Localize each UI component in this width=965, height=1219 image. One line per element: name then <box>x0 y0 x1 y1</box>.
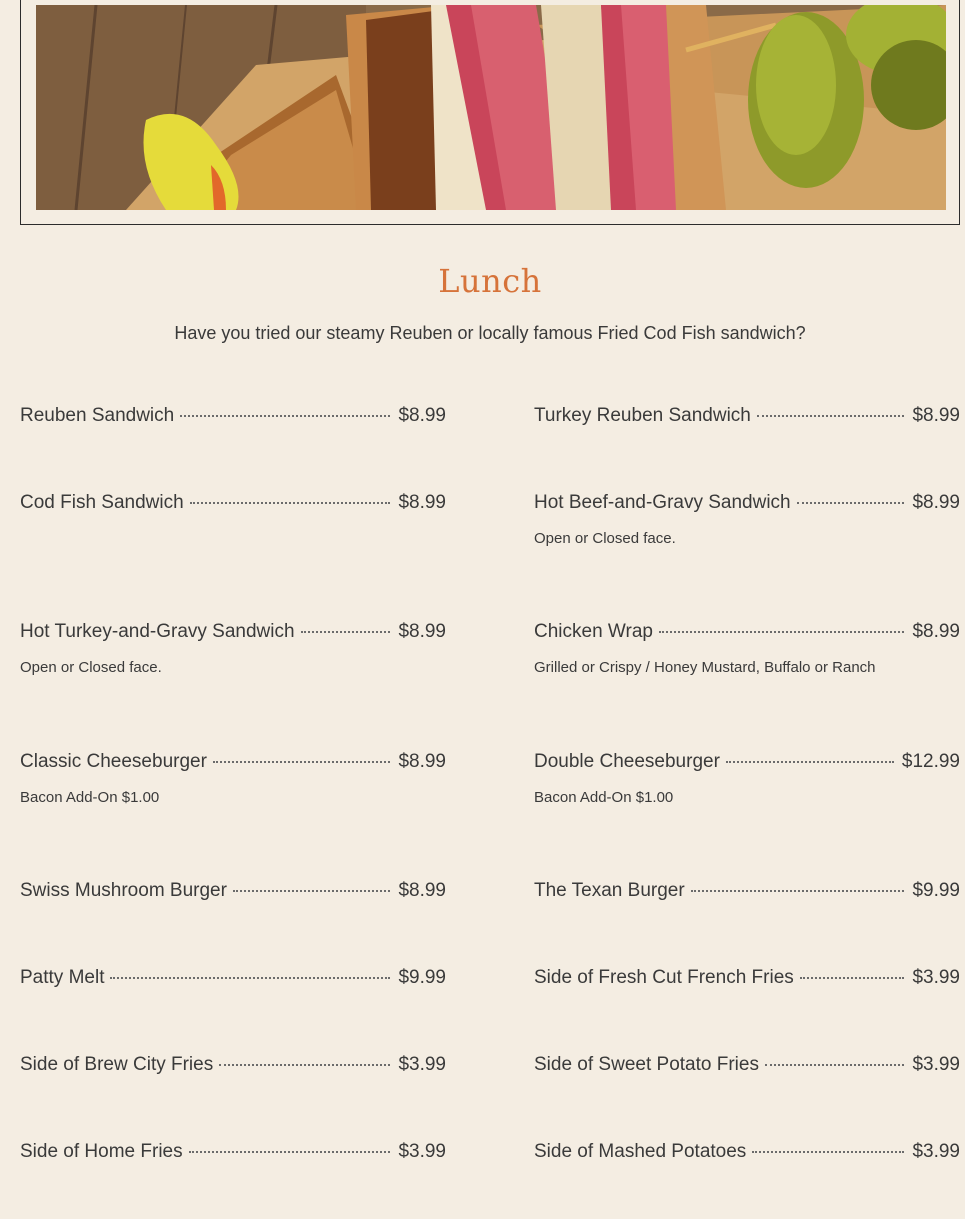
menu-item <box>534 492 960 547</box>
menu-item <box>534 1141 960 1163</box>
item-name: Swiss Mushroom Burger <box>20 880 227 901</box>
leader-dots <box>726 761 894 763</box>
item-name: Side of Home Fries <box>20 1141 183 1162</box>
item-description: Grilled or Crispy / Honey Mustard, Buffalo or Ranch <box>534 659 876 676</box>
item-name: Reuben Sandwich <box>20 405 175 426</box>
hero-image <box>36 5 946 210</box>
leader-dots <box>233 890 391 892</box>
item-name: The Texan Burger <box>534 880 685 901</box>
menu-item <box>534 1054 960 1076</box>
item-description: Open or Closed face. <box>20 659 162 676</box>
item-price: $3.99 <box>398 1141 446 1162</box>
item-name: Patty Melt <box>20 967 105 988</box>
leader-dots <box>190 502 391 504</box>
item-name: Side of Mashed Potatoes <box>534 1141 747 1162</box>
item-price: $3.99 <box>398 1054 446 1075</box>
item-price: $8.99 <box>398 405 446 426</box>
leader-dots <box>800 977 905 979</box>
section-title: Lunch <box>438 262 542 300</box>
menu-item <box>20 621 446 676</box>
menu-item <box>20 751 446 806</box>
item-name: Hot Turkey-and-Gravy Sandwich <box>20 621 295 642</box>
leader-dots <box>219 1064 390 1066</box>
menu-item <box>20 1054 446 1076</box>
item-price: $9.99 <box>912 880 960 901</box>
menu-item <box>534 751 960 806</box>
item-price: $8.99 <box>398 751 446 772</box>
leader-dots <box>752 1151 904 1153</box>
item-name: Side of Fresh Cut French Fries <box>534 967 794 988</box>
leader-dots <box>213 761 391 763</box>
item-price: $3.99 <box>912 1141 960 1162</box>
item-name: Side of Brew City Fries <box>20 1054 214 1075</box>
menu-item <box>20 880 446 902</box>
menu-item <box>20 492 446 514</box>
item-name: Hot Beef-and-Gravy Sandwich <box>534 492 791 513</box>
leader-dots <box>765 1064 905 1066</box>
menu-item <box>534 621 960 676</box>
item-price: $8.99 <box>398 880 446 901</box>
leader-dots <box>757 415 905 417</box>
item-name: Turkey Reuben Sandwich <box>534 405 751 426</box>
item-description: Open or Closed face. <box>534 530 676 547</box>
item-name: Side of Sweet Potato Fries <box>534 1054 759 1075</box>
leader-dots <box>797 502 905 504</box>
item-description: Bacon Add-On $1.00 <box>20 789 160 806</box>
item-price: $8.99 <box>912 405 960 426</box>
leader-dots <box>691 890 905 892</box>
section-subtitle: Have you tried our steamy Reuben or locally famous Fried Cod Fish sandwich? <box>174 323 806 343</box>
item-description: Bacon Add-On $1.00 <box>534 789 674 806</box>
item-name: Cod Fish Sandwich <box>20 492 184 513</box>
menu-item <box>20 405 446 427</box>
item-name: Chicken Wrap <box>534 621 653 642</box>
item-price: $3.99 <box>912 967 960 988</box>
menu-item <box>534 880 960 902</box>
leader-dots <box>110 977 390 979</box>
item-price: $12.99 <box>901 751 960 772</box>
leader-dots <box>659 631 904 633</box>
menu-item <box>534 967 960 989</box>
hero-frame <box>20 0 960 225</box>
item-price: $9.99 <box>398 967 446 988</box>
menu-item <box>20 967 446 989</box>
menu-item <box>534 405 960 427</box>
item-name: Classic Cheeseburger <box>20 751 207 772</box>
item-price: $8.99 <box>912 492 960 513</box>
item-price: $3.99 <box>912 1054 960 1075</box>
leader-dots <box>189 1151 391 1153</box>
item-price: $8.99 <box>398 621 446 642</box>
item-price: $8.99 <box>912 621 960 642</box>
item-name: Double Cheeseburger <box>534 751 720 772</box>
leader-dots <box>301 631 391 633</box>
menu-item <box>20 1141 446 1163</box>
item-price: $8.99 <box>398 492 446 513</box>
leader-dots <box>180 415 390 417</box>
